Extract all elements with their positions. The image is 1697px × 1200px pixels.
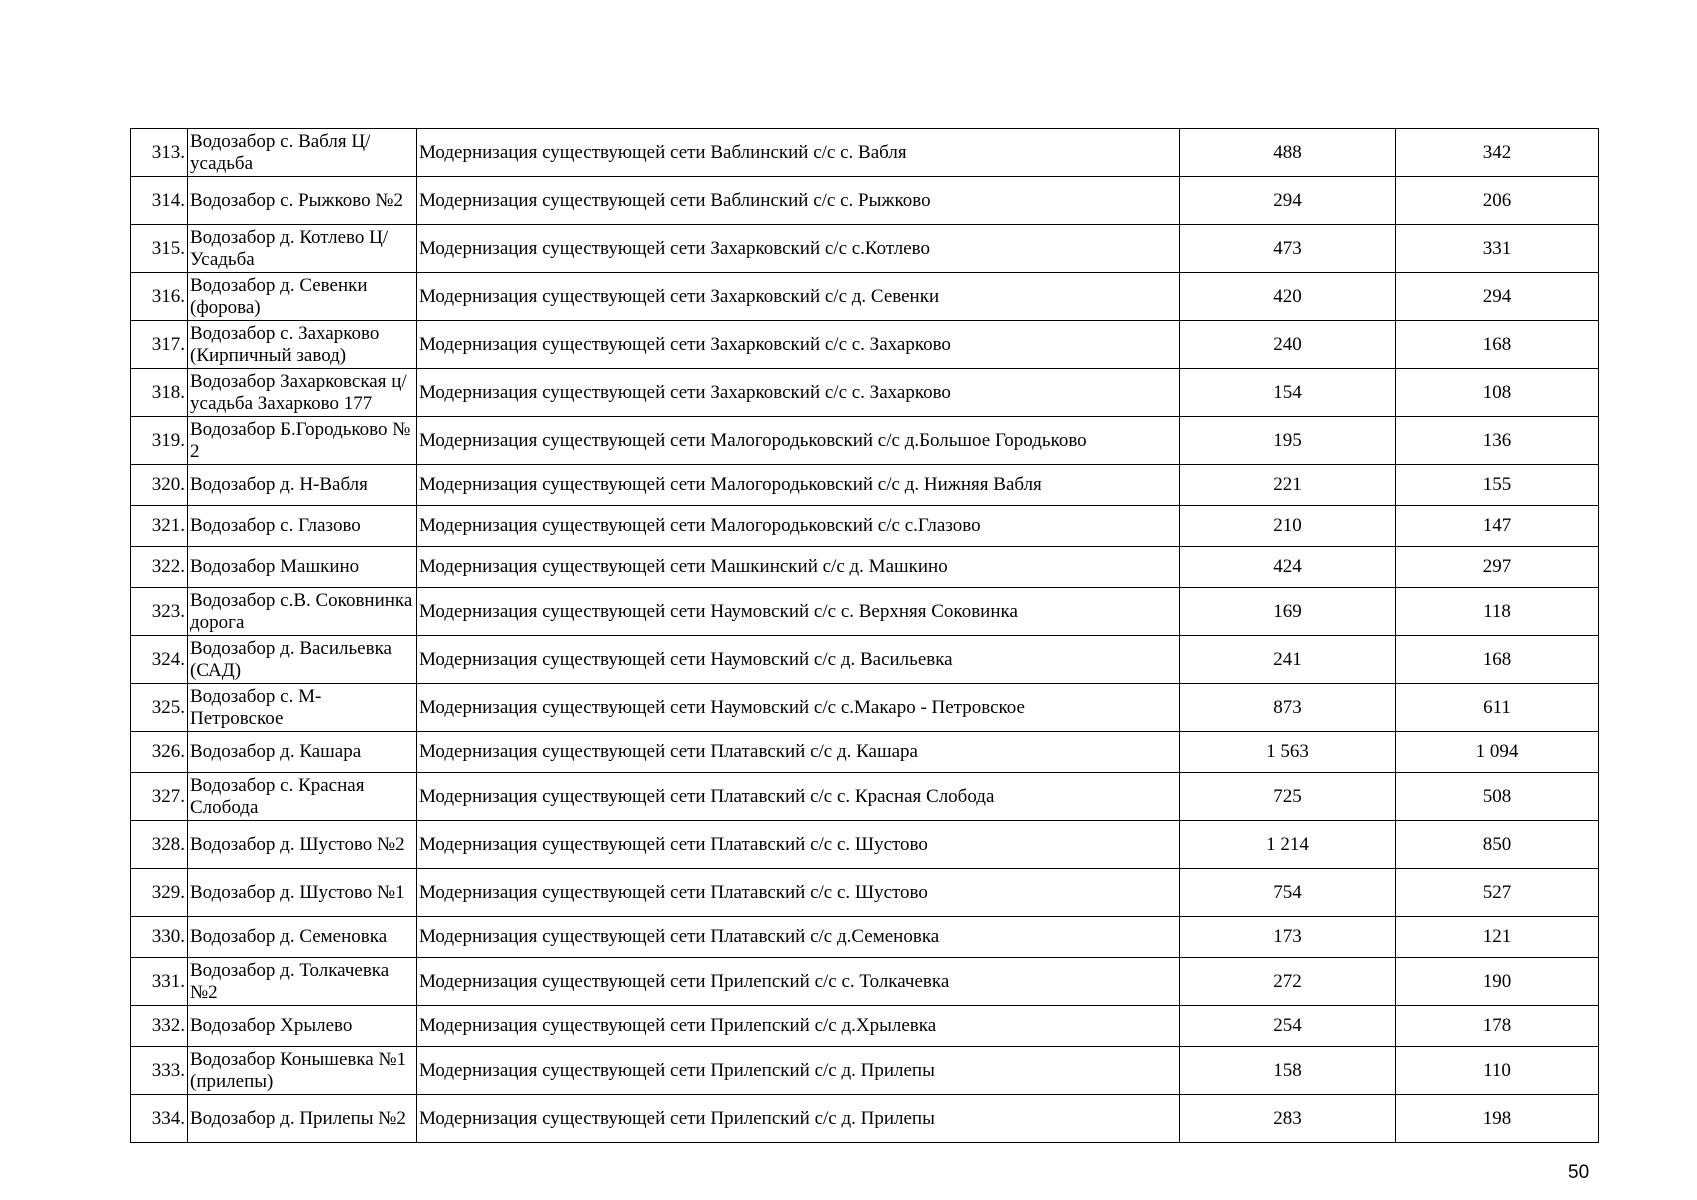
row-number: 317. bbox=[131, 321, 188, 369]
value-1: 424 bbox=[1180, 547, 1396, 588]
table-row bbox=[131, 225, 1599, 273]
row-number: 326. bbox=[131, 732, 188, 773]
water-intake-name: Водозабор с. Рыжково №2 bbox=[188, 177, 417, 225]
value-2: 611 bbox=[1396, 684, 1599, 732]
water-intake-name: Водозабор Хрылево bbox=[188, 1006, 417, 1047]
row-number: 324. bbox=[131, 636, 188, 684]
measure-description: Модернизация существующей сети Малогородьковский с/с с.Глазово bbox=[417, 506, 1180, 547]
value-1: 210 bbox=[1180, 506, 1396, 547]
value-2: 190 bbox=[1396, 958, 1599, 1006]
row-number: 323. bbox=[131, 588, 188, 636]
row-number: 319. bbox=[131, 417, 188, 465]
table-row bbox=[131, 821, 1599, 869]
water-intake-name: Водозабор д. Васильевка (САД) bbox=[188, 636, 417, 684]
table-row bbox=[131, 177, 1599, 225]
value-2: 1 094 bbox=[1396, 732, 1599, 773]
value-2: 527 bbox=[1396, 869, 1599, 917]
value-1: 169 bbox=[1180, 588, 1396, 636]
row-number: 327. bbox=[131, 773, 188, 821]
table-row bbox=[131, 417, 1599, 465]
water-intake-name: Водозабор д. Прилепы №2 bbox=[188, 1095, 417, 1143]
water-intake-name: Водозабор с. Глазово bbox=[188, 506, 417, 547]
table-row bbox=[131, 1006, 1599, 1047]
measure-description: Модернизация существующей сети Наумовский с/с д. Васильевка bbox=[417, 636, 1180, 684]
value-2: 342 bbox=[1396, 129, 1599, 177]
row-number: 315. bbox=[131, 225, 188, 273]
value-2: 136 bbox=[1396, 417, 1599, 465]
water-intake-name: Водозабор Конышевка №1 (прилепы) bbox=[188, 1047, 417, 1095]
value-2: 121 bbox=[1396, 917, 1599, 958]
table-row bbox=[131, 129, 1599, 177]
row-number: 325. bbox=[131, 684, 188, 732]
table-row bbox=[131, 1047, 1599, 1095]
row-number: 332. bbox=[131, 1006, 188, 1047]
measure-description: Модернизация существующей сети Прилепский с/с д. Прилепы bbox=[417, 1047, 1180, 1095]
measure-description: Модернизация существующей сети Захарковский с/с с. Захарково bbox=[417, 321, 1180, 369]
table-row bbox=[131, 547, 1599, 588]
value-2: 108 bbox=[1396, 369, 1599, 417]
table-row bbox=[131, 732, 1599, 773]
row-number: 318. bbox=[131, 369, 188, 417]
value-2: 206 bbox=[1396, 177, 1599, 225]
measure-description: Модернизация существующей сети Захарковский с/с с.Котлево bbox=[417, 225, 1180, 273]
measure-description: Модернизация существующей сети Ваблинский с/с с. Вабля bbox=[417, 129, 1180, 177]
table-row bbox=[131, 588, 1599, 636]
measure-description: Модернизация существующей сети Малогородьковский с/с д. Нижняя Вабля bbox=[417, 465, 1180, 506]
water-intake-name: Водозабор с. М-Петровское bbox=[188, 684, 417, 732]
row-number: 328. bbox=[131, 821, 188, 869]
value-1: 754 bbox=[1180, 869, 1396, 917]
table-row bbox=[131, 465, 1599, 506]
row-number: 331. bbox=[131, 958, 188, 1006]
measure-description: Модернизация существующей сети Прилепский с/с д.Хрылевка bbox=[417, 1006, 1180, 1047]
water-intake-name: Водозабор Захарковская ц/усадьба Захарково 177 bbox=[188, 369, 417, 417]
value-1: 1 563 bbox=[1180, 732, 1396, 773]
value-1: 283 bbox=[1180, 1095, 1396, 1143]
table-row bbox=[131, 917, 1599, 958]
measure-description: Модернизация существующей сети Малогородьковский с/с д.Большое Городьково bbox=[417, 417, 1180, 465]
value-1: 294 bbox=[1180, 177, 1396, 225]
water-intake-name: Водозабор д. Кашара bbox=[188, 732, 417, 773]
row-number: 329. bbox=[131, 869, 188, 917]
value-2: 198 bbox=[1396, 1095, 1599, 1143]
value-1: 154 bbox=[1180, 369, 1396, 417]
table-row bbox=[131, 1095, 1599, 1143]
value-1: 240 bbox=[1180, 321, 1396, 369]
value-1: 420 bbox=[1180, 273, 1396, 321]
measure-description: Модернизация существующей сети Прилепский с/с д. Прилепы bbox=[417, 1095, 1180, 1143]
value-1: 488 bbox=[1180, 129, 1396, 177]
measure-description: Модернизация существующей сети Машкинский с/с д. Машкино bbox=[417, 547, 1180, 588]
value-1: 241 bbox=[1180, 636, 1396, 684]
value-2: 155 bbox=[1396, 465, 1599, 506]
water-intake-name: Водозабор с.В. Соковнинка дорога bbox=[188, 588, 417, 636]
table-row bbox=[131, 869, 1599, 917]
value-2: 168 bbox=[1396, 321, 1599, 369]
value-1: 195 bbox=[1180, 417, 1396, 465]
value-2: 147 bbox=[1396, 506, 1599, 547]
measure-description: Модернизация существующей сети Захарковский с/с с. Захарково bbox=[417, 369, 1180, 417]
page-number: 50 bbox=[1568, 1162, 1590, 1183]
water-intake-name: Водозабор д. Шустово №2 bbox=[188, 821, 417, 869]
row-number: 316. bbox=[131, 273, 188, 321]
water-intake-name: Водозабор д. Толкачевка №2 bbox=[188, 958, 417, 1006]
value-1: 221 bbox=[1180, 465, 1396, 506]
table-row bbox=[131, 321, 1599, 369]
value-1: 158 bbox=[1180, 1047, 1396, 1095]
value-2: 110 bbox=[1396, 1047, 1599, 1095]
value-2: 178 bbox=[1396, 1006, 1599, 1047]
row-number: 313. bbox=[131, 129, 188, 177]
measure-description: Модернизация существующей сети Прилепский с/с с. Толкачевка bbox=[417, 958, 1180, 1006]
water-intake-table bbox=[130, 128, 1599, 1143]
value-1: 473 bbox=[1180, 225, 1396, 273]
value-1: 873 bbox=[1180, 684, 1396, 732]
measure-description: Модернизация существующей сети Наумовский с/с с. Верхняя Соковинка bbox=[417, 588, 1180, 636]
measure-description: Модернизация существующей сети Платавский с/с д. Кашара bbox=[417, 732, 1180, 773]
water-intake-name: Водозабор д. Шустово №1 bbox=[188, 869, 417, 917]
water-intake-name: Водозабор д. Котлево Ц/Усадьба bbox=[188, 225, 417, 273]
measure-description: Модернизация существующей сети Платавский с/с с. Красная Слобода bbox=[417, 773, 1180, 821]
table-row bbox=[131, 773, 1599, 821]
water-intake-name: Водозабор с. Вабля Ц/усадьба bbox=[188, 129, 417, 177]
value-2: 168 bbox=[1396, 636, 1599, 684]
value-1: 272 bbox=[1180, 958, 1396, 1006]
measure-description: Модернизация существующей сети Платавский с/с с. Шустово bbox=[417, 869, 1180, 917]
value-2: 297 bbox=[1396, 547, 1599, 588]
table-body bbox=[131, 129, 1599, 1143]
value-1: 173 bbox=[1180, 917, 1396, 958]
water-intake-name: Водозабор Б.Городьково № 2 bbox=[188, 417, 417, 465]
value-1: 254 bbox=[1180, 1006, 1396, 1047]
measure-description: Модернизация существующей сети Ваблинский с/с с. Рыжково bbox=[417, 177, 1180, 225]
water-intake-name: Водозабор д. Севенки (форова) bbox=[188, 273, 417, 321]
value-2: 508 bbox=[1396, 773, 1599, 821]
table-row bbox=[131, 273, 1599, 321]
row-number: 333. bbox=[131, 1047, 188, 1095]
measure-description: Модернизация существующей сети Захарковский с/с д. Севенки bbox=[417, 273, 1180, 321]
row-number: 320. bbox=[131, 465, 188, 506]
water-intake-name: Водозабор д. Н-Вабля bbox=[188, 465, 417, 506]
row-number: 321. bbox=[131, 506, 188, 547]
water-intake-name: Водозабор с. Красная Слобода bbox=[188, 773, 417, 821]
row-number: 330. bbox=[131, 917, 188, 958]
water-intake-name: Водозабор с. Захарково (Кирпичный завод) bbox=[188, 321, 417, 369]
row-number: 322. bbox=[131, 547, 188, 588]
table-row bbox=[131, 369, 1599, 417]
measure-description: Модернизация существующей сети Наумовский с/с с.Макаро - Петровское bbox=[417, 684, 1180, 732]
table-row bbox=[131, 636, 1599, 684]
value-1: 725 bbox=[1180, 773, 1396, 821]
value-2: 331 bbox=[1396, 225, 1599, 273]
table-row bbox=[131, 684, 1599, 732]
value-2: 850 bbox=[1396, 821, 1599, 869]
table-row bbox=[131, 506, 1599, 547]
row-number: 334. bbox=[131, 1095, 188, 1143]
row-number: 314. bbox=[131, 177, 188, 225]
measure-description: Модернизация существующей сети Платавский с/с с. Шустово bbox=[417, 821, 1180, 869]
water-intake-name: Водозабор Машкино bbox=[188, 547, 417, 588]
value-1: 1 214 bbox=[1180, 821, 1396, 869]
value-2: 294 bbox=[1396, 273, 1599, 321]
measure-description: Модернизация существующей сети Платавский с/с д.Семеновка bbox=[417, 917, 1180, 958]
value-2: 118 bbox=[1396, 588, 1599, 636]
table-row bbox=[131, 958, 1599, 1006]
water-intake-name: Водозабор д. Семеновка bbox=[188, 917, 417, 958]
